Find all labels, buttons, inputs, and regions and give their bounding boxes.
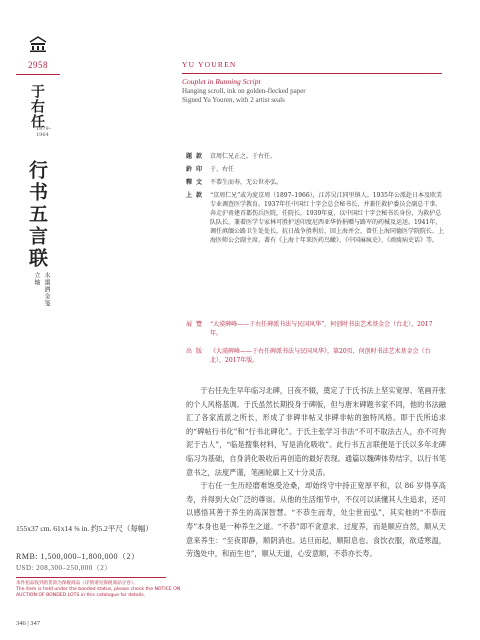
english-header [182, 60, 442, 69]
artist-years: 1879–1964 [36, 126, 52, 138]
format-detail: 立轴 [33, 272, 40, 286]
divider [16, 74, 60, 75]
info-key: 題款 [186, 153, 207, 160]
info-value: 于、右任 [210, 166, 235, 173]
page-numbers: 346 | 347 [16, 620, 41, 627]
info-value: “京周仁兄”或为庞京周（1897–1966），江苏吴江同里镇人。1935年公派赴日本及欧美专业调查医学教育。1937年任中国红十字会总会秘书长，并兼任救护委员会副总干事。奔走沪甬建首都伤兵医院，任院长。1939年夏，以中国红十字会秘书长身份，为救护总队队长，兼着医学专家林可胜护送印度尼西亚华侨捐赠与路军的药械及运送。1941年，调任滇缅公路卫生处处长，抗日战争胜利后，回上海并会，曾任上海同德医学院院长、上海医师公会副主席。著有《上海十年来医药鸟瞰》、《中国麻疯史》、《顽痰病史话》等。 [210, 192, 445, 244]
english-description [182, 76, 442, 104]
info-value: 京周仁兄正之。于右任。 [210, 153, 277, 160]
info-value: 不恭生而寿，无公世亦弘。 [210, 179, 283, 186]
ref-key: 展覽 [186, 321, 207, 328]
exhibition-row [186, 320, 444, 338]
notice-en: The item is held under the bonded status, please check the NOTICE ON AUCTION OF BONDED LOTS in this catalogue for details. [16, 587, 181, 598]
divider [16, 577, 166, 578]
essay-paragraph: 于右任一生历经磨难饱受沧桑，却始终守中持正宽厚平和，以 86 岁得享高寿，并得到大众广泛的尊崇。从他的生活细节中，不仅可以读懂其人生追求，还可以感悟其善于养生的高深智慧。“不恭生而寿，处尘世而弘”，其实他的“不恭而寿”本身也是一种养生之道。“不恭”即不贪意求、过度养，而是顺应自然，顺从天意来养生：“至夜即静，顺阴消也。达旦而起，顺阳息也。食饮衣服，欲适寒温，劳逸处中，和而生也”，顺从天道，心安意顺，不恭亦长寿。 [186, 481, 446, 559]
work-title: 行书五言联 [26, 160, 48, 270]
artist-name-en: YU YOUREN [182, 60, 237, 69]
notice-cn: 本件拍品收到的货款为保税商品（详情请见保税商品分卷）。 [16, 581, 138, 586]
artist-name: 于右任 [29, 84, 45, 129]
ref-value: “大漠碑峰——于右任碑派书法与民国风华”，何创时书法艺术基金会（台北），2017年。 [210, 321, 433, 337]
literature-row [186, 347, 444, 365]
references [186, 320, 444, 374]
lot-number: 2958 [28, 60, 48, 70]
info-row [186, 191, 444, 245]
ref-value: 《大漠碑峰——于右任碑派书法与民国风华》，第20页，何创时书法艺术基金会（台北），2017年版。 [210, 348, 431, 364]
info-row [186, 152, 444, 161]
info-row [186, 178, 444, 187]
ref-key: 出版 [186, 348, 207, 355]
medium-detail: 水墨洒金笺 [43, 272, 50, 307]
lot-info-table [186, 152, 444, 249]
signature-en: Signed Yu Youren, with 2 artist seals [182, 96, 285, 104]
work-title-en: Couplet in Running Script [182, 77, 261, 86]
info-key: 釋文 [186, 179, 207, 186]
auction-house-logo-icon [27, 35, 49, 53]
info-key: 鈐印 [186, 166, 207, 173]
divider [182, 73, 442, 74]
bonded-notice [16, 581, 186, 599]
medium-en: Hanging scroll, ink on golden-flecked paper [182, 87, 306, 95]
essay [186, 384, 446, 561]
dimensions: 155x37 cm. 61x14 ⅝ in. 约5.2平尺（每幅） [16, 524, 153, 533]
info-key: 上款 [186, 192, 207, 199]
estimate-usd: USD: 208,300–250,000（2） [16, 564, 112, 572]
estimate-rmb: RMB: 1,500,000–1,800,000（2） [16, 552, 140, 561]
essay-paragraph: 于右任先生早年临习北碑，日夜不辍，奠定了于氏书法上坚实宽厚、笔画开张的个人风格基调。于氏虽然长期投身于碑版，但与唐末碑题书家不同，他的书法融汇了各家流派之所长，形成了非碑非帖又非碑非帖的独特风格。即于氏所追求的“碑帖行书化”和“行书北碑化”。于氏主张学习书法“不可不取法古人，亦不可拘泥于古人”，“临是搜集材料，写是消化吸收”。此行书五言联便是于氏以多年北碑临习为基础，自身消化吸收后再创造的最好表现。通篇以魏碑体势结字，以行书笔意书之，法度严谨，笔画轮廓上又十分灵活。 [186, 386, 446, 477]
info-row [186, 165, 444, 174]
